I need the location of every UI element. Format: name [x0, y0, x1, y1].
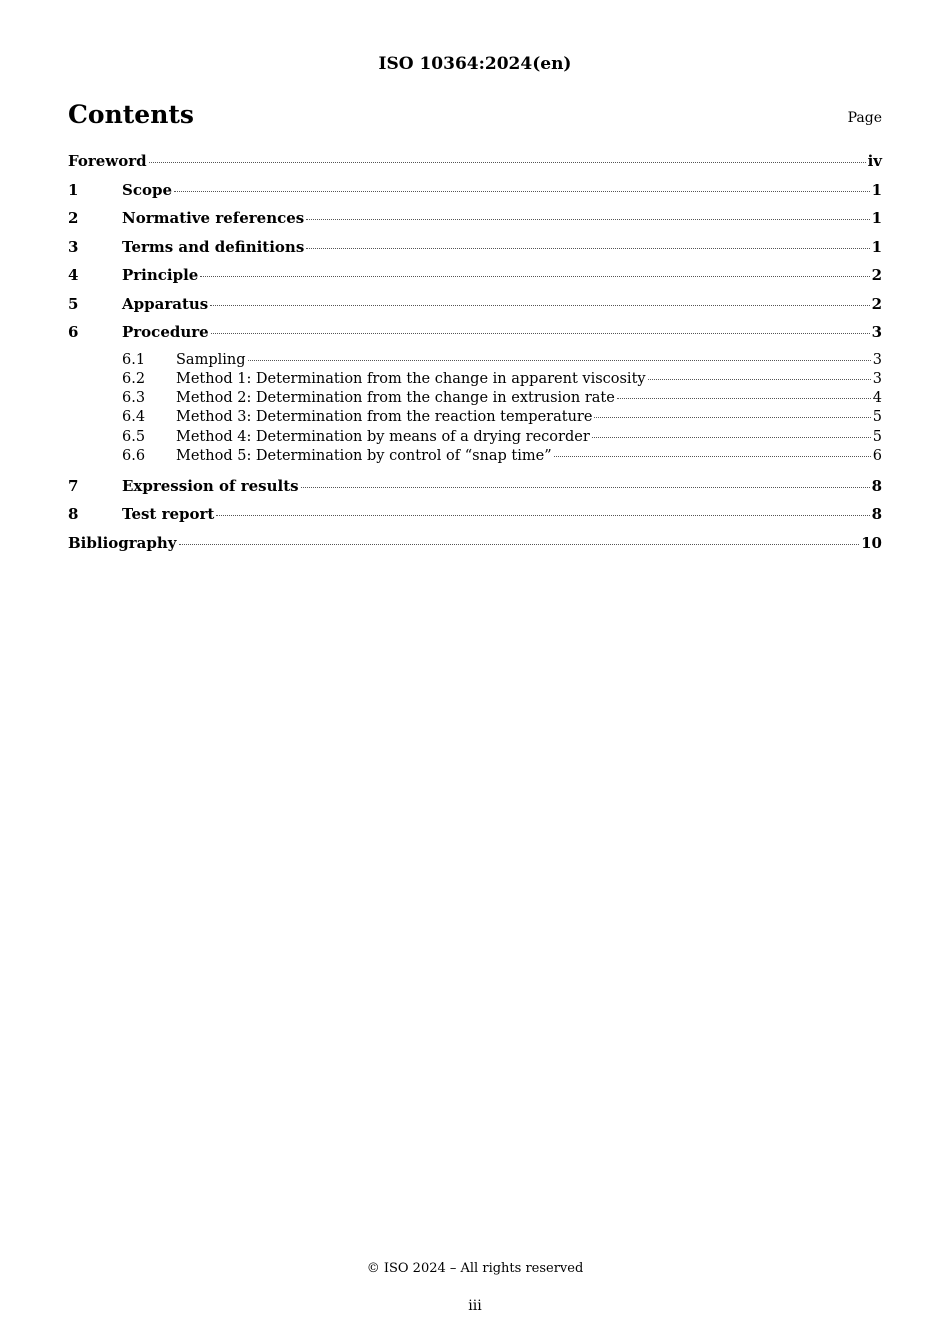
- toc-entry[interactable]: [68, 152, 882, 181]
- toc-entry-number: 6.4: [122, 409, 146, 426]
- toc-entry-number: 6.3: [122, 390, 146, 407]
- dot-leader: [216, 515, 869, 516]
- toc-entry[interactable]: [68, 390, 882, 409]
- dot-leader: [248, 360, 871, 361]
- dot-leader: [617, 398, 871, 399]
- toc-entry-title: Test report: [122, 505, 215, 524]
- toc-entry-number: 7: [68, 476, 79, 495]
- toc-entry-page: 5: [872, 409, 882, 426]
- toc-entry[interactable]: [68, 534, 882, 563]
- copyright-notice: © ISO 2024 – All rights reserved: [366, 1261, 584, 1276]
- toc-entry-title: Expression of results: [122, 476, 299, 495]
- dot-leader: [174, 191, 870, 192]
- toc-entry[interactable]: [68, 371, 882, 390]
- toc-entry-page: 6: [872, 447, 882, 464]
- toc-entry-title: Procedure: [122, 323, 209, 341]
- toc-entry[interactable]: [68, 295, 882, 324]
- toc-entry[interactable]: [68, 266, 882, 295]
- dot-leader: [211, 333, 870, 334]
- toc-entry-title: Method 1: Determination from the change in apparent viscosity: [176, 370, 646, 387]
- toc-entry-page: 8: [871, 505, 882, 524]
- dot-leader: [592, 437, 871, 438]
- toc-entry-title: Method 4: Determination by means of a drying recorder: [176, 428, 590, 445]
- dot-leader: [306, 219, 869, 220]
- toc-entry[interactable]: [68, 181, 882, 210]
- toc-entry-page: 10: [861, 533, 882, 552]
- dot-leader: [648, 379, 871, 380]
- toc-entry-number: 1: [68, 180, 79, 199]
- toc-entry[interactable]: [68, 409, 882, 428]
- toc-entry-page: 4: [872, 390, 882, 407]
- toc-entry[interactable]: [68, 448, 882, 477]
- toc-entry[interactable]: [68, 238, 882, 267]
- toc-entry[interactable]: [68, 352, 882, 371]
- document-identifier: ISO 10364:2024(en): [378, 54, 572, 74]
- toc-entry-number: 8: [68, 505, 79, 524]
- toc-entry[interactable]: [68, 477, 882, 506]
- toc-entry-title: Method 2: Determination from the change in extrusion rate: [176, 390, 615, 407]
- dot-leader: [306, 248, 869, 249]
- toc-entry-title: Method 3: Determination from the reaction temperature: [176, 409, 593, 426]
- toc-entry-page: 3: [871, 323, 882, 341]
- toc-entry-title: Scope: [122, 180, 173, 199]
- toc-entry-page: 2: [871, 294, 882, 313]
- toc-entry[interactable]: [68, 505, 882, 534]
- table-of-contents: [68, 152, 882, 562]
- toc-entry-page: 2: [871, 266, 882, 284]
- toc-entry[interactable]: [68, 429, 882, 448]
- toc-entry[interactable]: [68, 323, 882, 352]
- toc-entry-number: 4: [68, 266, 79, 284]
- toc-entry-title: Bibliography: [68, 533, 177, 552]
- toc-entry-number: 6.2: [122, 370, 146, 387]
- dot-leader: [594, 417, 870, 418]
- toc-entry-number: 5: [68, 294, 79, 313]
- dot-leader: [554, 456, 871, 457]
- toc-entry-number: 6: [68, 323, 79, 341]
- contents-heading: Contents: [68, 100, 195, 129]
- toc-entry-title: Foreword: [68, 152, 147, 170]
- toc-entry-number: 6.5: [122, 428, 146, 445]
- toc-entry-title: Principle: [122, 266, 199, 284]
- toc-entry-title: Method 5: Determination by control of “snap time”: [176, 447, 552, 464]
- toc-entry-number: 3: [68, 237, 79, 256]
- page-column-label: Page: [847, 110, 882, 126]
- toc-entry-title: Terms and definitions: [122, 237, 305, 256]
- dot-leader: [149, 162, 866, 163]
- toc-entry-page: 1: [871, 180, 882, 199]
- toc-entry-title: Apparatus: [122, 294, 209, 313]
- toc-entry-page: 3: [872, 370, 882, 387]
- page-number: iii: [468, 1298, 482, 1314]
- dot-leader: [179, 544, 860, 545]
- toc-entry-page: 1: [871, 237, 882, 256]
- toc-entry[interactable]: [68, 209, 882, 238]
- dot-leader: [200, 276, 869, 277]
- toc-entry-page: 5: [872, 428, 882, 445]
- toc-entry-page: 8: [871, 476, 882, 495]
- toc-entry-page: 3: [872, 351, 882, 368]
- toc-entry-title: Normative references: [122, 209, 305, 227]
- toc-entry-page: 1: [871, 209, 882, 227]
- toc-entry-number: 6.6: [122, 447, 146, 464]
- toc-entry-title: Sampling: [176, 351, 246, 368]
- toc-entry-number: 6.1: [122, 351, 146, 368]
- toc-entry-number: 2: [68, 209, 79, 227]
- toc-entry-page: iv: [867, 152, 882, 170]
- dot-leader: [301, 487, 870, 488]
- dot-leader: [210, 305, 869, 306]
